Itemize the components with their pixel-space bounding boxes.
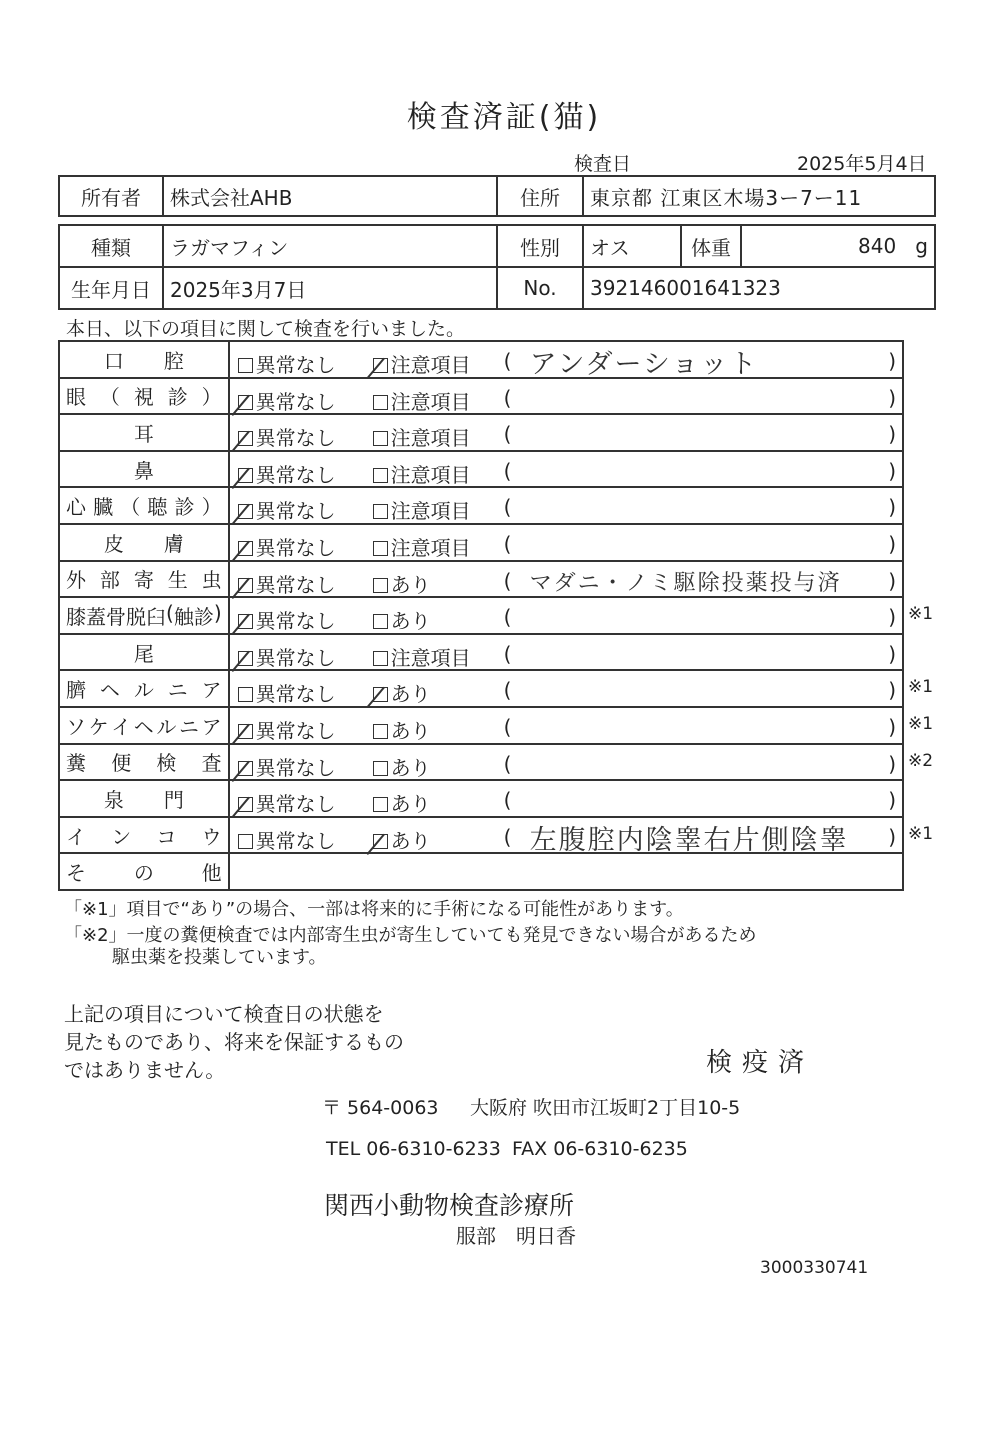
clinic-address: 大阪府 吹田市江坂町2丁目10-5 <box>470 1097 741 1119</box>
label-char: 査 <box>201 751 222 776</box>
intro-text: 本日、以下の項目に関して検査を行いました。 <box>66 318 466 340</box>
checkbox-icon[interactable] <box>373 504 388 519</box>
label-char: 外 <box>66 568 86 593</box>
item-label <box>59 780 229 817</box>
label-char: 診 <box>193 604 214 629</box>
option-normal[interactable] <box>238 752 336 781</box>
label-char: 臓 <box>93 495 114 520</box>
label-char: 膝 <box>66 604 86 629</box>
option-attention[interactable] <box>373 825 431 854</box>
option-normal[interactable] <box>238 825 336 854</box>
option-label: 注意項目 <box>390 499 471 524</box>
label-char: ) <box>213 600 222 625</box>
checkbox-icon[interactable] <box>373 651 388 666</box>
item-note: アンダーショット <box>529 349 759 380</box>
item-options <box>229 634 903 671</box>
item-label <box>59 524 229 561</box>
quarantine-stamp: 検疫済 <box>706 1048 815 1078</box>
item-label-text <box>66 638 222 667</box>
checkbox-icon[interactable] <box>373 614 388 629</box>
label-char: 臼 <box>146 604 166 629</box>
owner-info-table <box>58 175 936 217</box>
footnote-2a: 「※2」一度の糞便検査では内部寄生虫が寄生していても発見できない場合があるため <box>64 925 757 946</box>
paren-open: ( <box>503 531 512 556</box>
checkbox-icon[interactable] <box>238 541 253 556</box>
footnote-mark: ※1 <box>908 714 934 734</box>
checkbox-icon[interactable] <box>238 724 253 739</box>
checkbox-icon[interactable] <box>373 358 388 373</box>
label-char: ） <box>201 385 222 410</box>
item-label <box>59 378 229 415</box>
paren-open: ( <box>503 751 512 776</box>
paren-open: ( <box>503 788 512 813</box>
label-char: の <box>133 861 154 886</box>
option-label: 異常なし <box>255 572 336 597</box>
checklist-table <box>58 340 904 891</box>
option-attention[interactable] <box>373 715 431 744</box>
address-value: 東京都 江東区木場3ー7ー11 <box>583 176 935 216</box>
label-char: ヘ <box>99 678 120 703</box>
label-char: 心 <box>66 495 86 520</box>
item-label-text <box>66 345 222 374</box>
tel: TEL 06-6310-6233 <box>326 1138 501 1160</box>
label-char: 診 <box>167 385 188 410</box>
checkbox-icon[interactable] <box>238 834 253 849</box>
label-char: 腔 <box>163 348 184 373</box>
checkbox-icon[interactable] <box>238 687 253 702</box>
item-label-text <box>66 674 222 703</box>
option-label: あり <box>390 792 431 817</box>
checkbox-icon[interactable] <box>373 761 388 776</box>
label-char: ア <box>201 678 222 703</box>
checkbox-icon[interactable] <box>238 651 253 666</box>
item-label <box>59 634 229 671</box>
option-label: 注意項目 <box>390 645 471 670</box>
footnote-mark: ※1 <box>908 677 934 698</box>
option-normal[interactable] <box>238 678 336 707</box>
option-label: あり <box>390 682 431 707</box>
item-label <box>59 597 229 634</box>
paren-open: ( <box>503 349 512 373</box>
weight-value: 840 <box>858 234 897 258</box>
item-label-text <box>66 747 222 776</box>
label-char: 皮 <box>103 531 124 556</box>
address-label: 住所 <box>497 176 583 216</box>
checkbox-icon[interactable] <box>238 761 253 776</box>
label-char: 虫 <box>201 568 222 593</box>
option-label: あり <box>390 572 431 597</box>
label-char: 鼻 <box>133 458 154 483</box>
paren-close: ) <box>888 824 896 849</box>
option-label: あり <box>390 755 431 780</box>
checklist-row <box>59 853 903 890</box>
item-label <box>59 561 229 598</box>
label-char: 検 <box>156 751 177 776</box>
option-attention[interactable] <box>373 532 471 561</box>
item-label-text <box>66 491 222 520</box>
paren-open: ( <box>503 422 512 447</box>
disclaimer-line-1: 上記の項目について検査日の状態を <box>64 1002 384 1026</box>
weight-label: 体重 <box>681 225 741 267</box>
option-attention[interactable] <box>373 788 431 817</box>
paren-close: ) <box>888 678 896 703</box>
label-char: ニ <box>167 678 188 703</box>
item-options <box>229 597 903 634</box>
label-char: 臍 <box>66 678 86 703</box>
label-char: 耳 <box>133 421 154 446</box>
option-attention[interactable] <box>373 495 471 524</box>
item-label-text <box>66 455 222 484</box>
item-options <box>229 780 903 817</box>
option-normal[interactable] <box>238 495 336 524</box>
checklist-row <box>59 744 903 781</box>
checkbox-icon[interactable] <box>373 687 388 702</box>
item-label-text <box>66 564 222 593</box>
option-label: 異常なし <box>255 792 336 817</box>
checkbox-icon[interactable] <box>373 468 388 483</box>
option-attention[interactable] <box>373 605 431 634</box>
item-options <box>229 670 903 707</box>
breed-row <box>59 225 935 267</box>
item-label-text <box>66 711 222 740</box>
label-char: 膚 <box>163 531 184 556</box>
sex-value: オス <box>583 225 681 267</box>
birth-value: 2025年3月7日 <box>163 267 497 309</box>
paren-close: ) <box>888 422 896 447</box>
option-label: 注意項目 <box>390 462 471 487</box>
no-label: No. <box>497 267 583 309</box>
paren-close: ) <box>888 385 896 410</box>
item-options <box>229 524 903 561</box>
option-attention[interactable] <box>373 459 471 488</box>
footnote-2b: 駆虫薬を投薬しています。 <box>112 947 327 968</box>
checkbox-icon[interactable] <box>238 578 253 593</box>
paren-close: ) <box>888 641 896 666</box>
sex-label: 性別 <box>497 225 583 267</box>
document-number: 3000330741 <box>760 1258 869 1278</box>
label-char: 生 <box>167 568 188 593</box>
label-char: 骨 <box>106 604 126 629</box>
label-char: 寄 <box>133 568 154 593</box>
label-char: ケ <box>88 714 109 739</box>
label-char: ン <box>111 824 132 849</box>
checklist-row <box>59 707 903 744</box>
label-char: 聴 <box>147 495 168 520</box>
label-char: 視 <box>133 385 154 410</box>
option-label: 異常なし <box>255 718 336 743</box>
checkbox-icon[interactable] <box>373 541 388 556</box>
fax: FAX 06-6310-6235 <box>512 1138 688 1160</box>
option-attention[interactable] <box>373 349 471 378</box>
postal-code: 〒 564-0063 <box>322 1097 439 1119</box>
label-char: イ <box>111 714 132 739</box>
label-char: 部 <box>99 568 120 593</box>
exam-date: 2025年5月4日 <box>797 153 927 175</box>
option-label: あり <box>390 609 431 634</box>
item-label <box>59 744 229 781</box>
item-options <box>229 853 903 890</box>
option-label: 異常なし <box>255 426 336 451</box>
option-normal[interactable] <box>238 788 336 817</box>
footnote-mark: ※2 <box>908 750 934 771</box>
checklist-row <box>59 597 903 634</box>
label-char: ） <box>201 495 222 520</box>
document-title: 検査済証(猫) <box>406 100 602 135</box>
label-char: ニ <box>178 714 199 739</box>
item-label-text <box>66 784 222 813</box>
item-label <box>59 670 229 707</box>
item-label-text <box>66 601 222 630</box>
option-label: 異常なし <box>255 645 336 670</box>
paren-open: ( <box>503 568 512 593</box>
option-normal[interactable] <box>238 605 336 634</box>
item-label <box>59 451 229 488</box>
option-normal[interactable] <box>238 386 336 415</box>
owner-value: 株式会社AHB <box>163 176 497 216</box>
paren-open: ( <box>503 605 512 630</box>
pet-info-table <box>58 224 936 310</box>
paren-close: ) <box>888 751 896 776</box>
checklist-row <box>59 817 903 854</box>
option-normal[interactable] <box>238 532 336 561</box>
option-attention[interactable] <box>373 569 431 598</box>
label-char: ル <box>156 714 177 739</box>
birth-row <box>59 267 935 309</box>
paren-open: ( <box>503 824 512 849</box>
paren-open: ( <box>503 641 512 666</box>
footnote-1: 「※1」項目で“あり”の場合、一部は将来的に手術になる可能性があります。 <box>64 899 684 920</box>
checkbox-icon[interactable] <box>373 797 388 812</box>
label-char: 眼 <box>66 385 86 410</box>
option-attention[interactable] <box>373 678 431 707</box>
paren-open: ( <box>503 385 512 410</box>
breed-label: 種類 <box>59 225 163 267</box>
option-normal[interactable] <box>238 349 336 378</box>
checkbox-icon[interactable] <box>238 468 253 483</box>
option-normal[interactable] <box>238 715 336 744</box>
item-options <box>229 414 903 451</box>
checkbox-icon[interactable] <box>238 797 253 812</box>
item-options <box>229 451 903 488</box>
label-char: （ <box>99 385 120 410</box>
option-label: 異常なし <box>255 755 336 780</box>
footnote-mark: ※1 <box>908 823 934 844</box>
checklist-row <box>59 341 903 378</box>
paren-close: ) <box>888 495 896 520</box>
label-char: 口 <box>103 348 124 373</box>
option-normal[interactable] <box>238 459 336 488</box>
option-normal[interactable] <box>238 422 336 451</box>
label-char: イ <box>66 824 86 849</box>
option-label: あり <box>390 718 431 743</box>
label-char: ア <box>201 714 222 739</box>
paren-open: ( <box>503 678 512 703</box>
checkbox-icon[interactable] <box>373 431 388 446</box>
item-note: マダニ・ノミ駆除投薬投与済 <box>529 570 842 596</box>
breed-value: ラガマフィン <box>163 225 497 267</box>
item-options <box>229 707 903 744</box>
label-char: ウ <box>201 824 222 849</box>
item-options <box>229 561 903 598</box>
option-attention[interactable] <box>373 752 431 781</box>
option-label: 異常なし <box>255 682 336 707</box>
label-char: ヘ <box>133 714 154 739</box>
paren-close: ) <box>888 605 896 630</box>
label-char: ( <box>166 600 174 625</box>
label-char: 他 <box>201 861 222 886</box>
option-normal[interactable] <box>238 642 336 671</box>
checkbox-icon[interactable] <box>238 504 253 519</box>
label-char: 糞 <box>66 751 86 776</box>
birth-label: 生年月日 <box>59 267 163 309</box>
label-char: 脱 <box>126 604 146 629</box>
vet-name: 服部 明日香 <box>456 1224 576 1248</box>
option-normal[interactable] <box>238 569 336 598</box>
option-label: 異常なし <box>255 828 336 853</box>
checklist-row <box>59 670 903 707</box>
weight-unit: g <box>915 234 928 258</box>
label-char: 診 <box>174 495 195 520</box>
checkbox-icon[interactable] <box>373 834 388 849</box>
checkbox-icon[interactable] <box>238 614 253 629</box>
checkbox-icon[interactable] <box>238 395 253 410</box>
option-label: 異常なし <box>255 609 336 634</box>
option-label: 注意項目 <box>390 389 471 414</box>
checklist-row <box>59 634 903 671</box>
paren-close: ) <box>888 349 896 373</box>
checkbox-icon[interactable] <box>373 578 388 593</box>
option-label: 異常なし <box>255 499 336 524</box>
checklist-row <box>59 561 903 598</box>
paren-open: ( <box>503 714 512 739</box>
label-char: そ <box>66 861 86 886</box>
option-label: あり <box>390 828 431 853</box>
footnote-mark: ※1 <box>908 604 934 625</box>
checkbox-icon[interactable] <box>373 395 388 410</box>
item-options <box>229 817 903 854</box>
item-note: 左腹腔内陰睾右片側陰睾 <box>529 824 849 856</box>
item-label <box>59 853 229 890</box>
paren-close: ) <box>888 788 896 813</box>
option-attention[interactable] <box>373 386 471 415</box>
option-attention[interactable] <box>373 642 471 671</box>
label-char: （ <box>120 495 141 520</box>
paren-close: ) <box>888 714 896 739</box>
checklist-row <box>59 524 903 561</box>
option-label: 異常なし <box>255 462 336 487</box>
item-label <box>59 341 229 378</box>
paren-close: ) <box>888 531 896 556</box>
weight-cell <box>741 225 935 267</box>
paren-open: ( <box>503 495 512 520</box>
label-char: 泉 <box>103 787 124 812</box>
option-attention[interactable] <box>373 422 471 451</box>
checklist-row <box>59 780 903 817</box>
checklist-row <box>59 414 903 451</box>
item-label <box>59 707 229 744</box>
option-label: 注意項目 <box>390 535 471 560</box>
label-char: コ <box>156 824 177 849</box>
label-char: 触 <box>173 604 194 629</box>
checklist-row <box>59 378 903 415</box>
item-label-text <box>66 418 222 447</box>
paren-open: ( <box>503 458 512 483</box>
option-label: 注意項目 <box>390 353 471 377</box>
checklist-row <box>59 451 903 488</box>
item-label <box>59 414 229 451</box>
exam-date-label: 検査日 <box>574 153 632 175</box>
no-value: 392146001641323 <box>583 267 935 309</box>
item-options <box>229 378 903 415</box>
label-char: 便 <box>111 751 132 776</box>
item-options <box>229 487 903 524</box>
item-label-text <box>66 857 222 886</box>
checkbox-icon[interactable] <box>238 358 253 373</box>
item-options <box>229 341 903 378</box>
item-options <box>229 744 903 781</box>
label-char: ル <box>133 678 154 703</box>
owner-label: 所有者 <box>59 176 163 216</box>
checkbox-icon[interactable] <box>373 724 388 739</box>
item-label-text <box>66 528 222 557</box>
paren-close: ) <box>888 458 896 483</box>
disclaimer-line-2: 見たものであり、将来を保証するもの <box>64 1030 404 1054</box>
label-char: ソ <box>66 714 86 739</box>
item-label <box>59 817 229 854</box>
item-label <box>59 487 229 524</box>
option-label: 注意項目 <box>390 426 471 451</box>
label-char: 門 <box>163 787 184 812</box>
option-label: 異常なし <box>255 535 336 560</box>
label-char: 尾 <box>133 641 154 666</box>
option-label: 異常なし <box>255 353 336 377</box>
checklist-row <box>59 487 903 524</box>
checkbox-icon[interactable] <box>238 431 253 446</box>
item-label-text <box>66 821 222 850</box>
label-char: 蓋 <box>86 604 106 629</box>
disclaimer-line-3: ではありません。 <box>64 1058 226 1082</box>
item-label-text <box>66 381 222 410</box>
owner-row <box>59 176 935 216</box>
paren-close: ) <box>888 568 896 593</box>
clinic-name: 関西小動物検査診療所 <box>324 1191 575 1220</box>
option-label: 異常なし <box>255 389 336 414</box>
